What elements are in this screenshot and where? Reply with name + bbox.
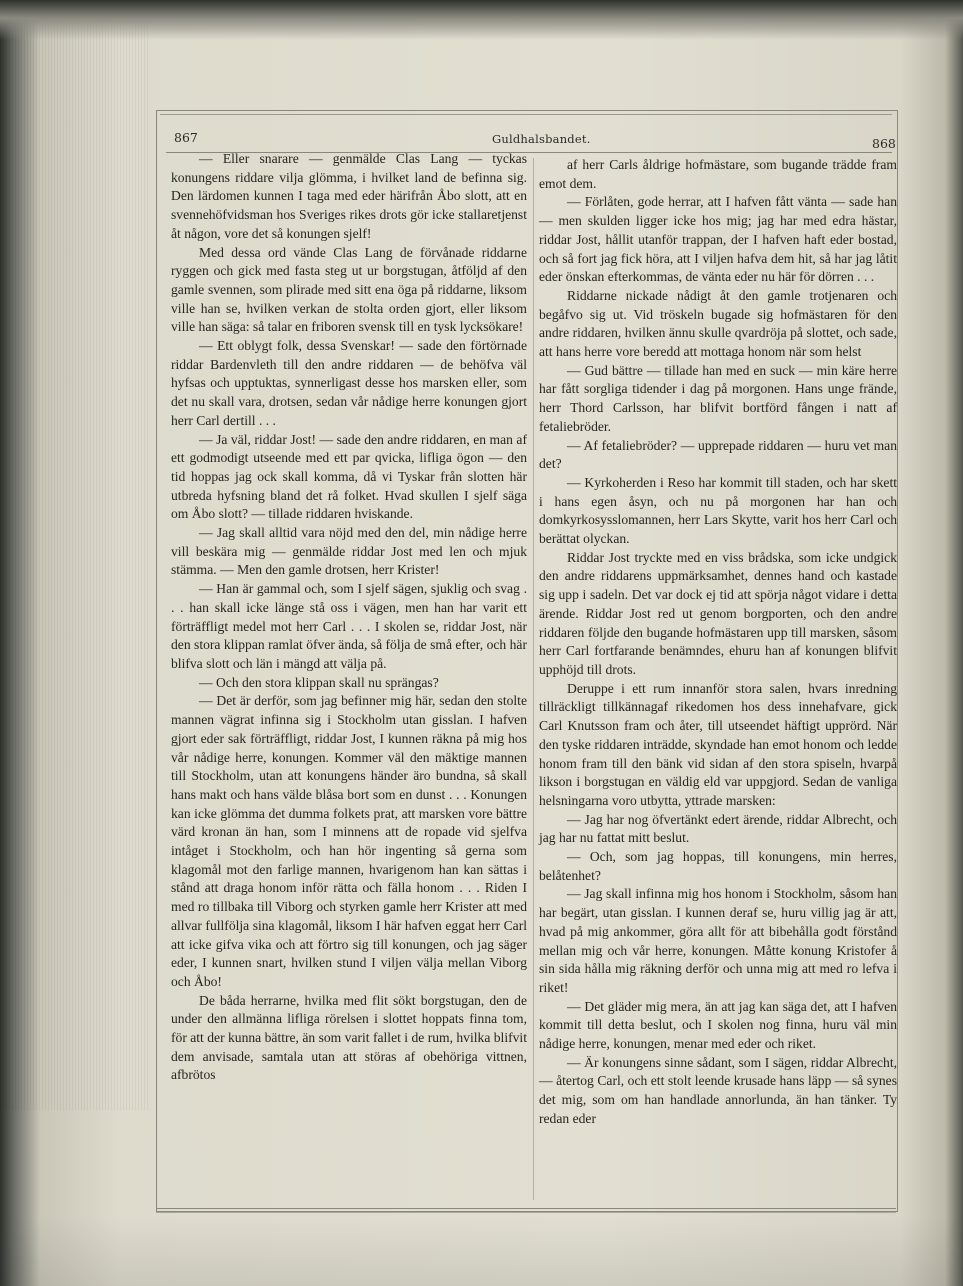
paragraph: — Jag har nog öfvertänkt edert ärende, riddar Albrecht, och jag har nu fattat mitt beslut. (539, 811, 897, 846)
paragraph: — Ja väl, riddar Jost! — sade den andre riddaren, en man af ett godmodigt utseende med ett par qvicka, lifliga ögon — den tid hoppas jag ock skall komma, då vi Tyskar från slotten här utbreda hyfsning bland det rå folket. Hvad skullen I sjelf säga om Åbo slott? — tillade riddaren hviskande. (171, 431, 527, 522)
left-page-number: 867 (174, 130, 198, 145)
paragraph: Deruppe i ett rum innanför stora salen, hvars inredning tillräckligt tillkännagaf rikedomen hos dess innehafvare, gick Carl Knutsson fram och åter, till utseendet häftigt upprörd. När den tyske riddaren inträdde, skyndade han emot honom och ledde honom fram till den bänk vid sidan af den stora spiseln, hvarpå likson i borgstugan en väldig eld var uppgjord. Sedan de vanliga helsningarna voro utbytta, yttrade marsken: (539, 680, 897, 808)
column-divider (533, 158, 534, 1200)
paragraph: — Och, som jag hoppas, till konungens, min herres, belåtenhet? (539, 849, 897, 883)
top-binding-shadow (0, 0, 963, 40)
paragraph: — Det gläder mig mera, än att jag kan säga det, att I hafven kommit till detta beslut, och I skolen nog finna, huru väl min nådige herre, konungen, menar med eder och riket. (539, 998, 897, 1052)
paragraph: — Ett oblygt folk, dessa Svenskar! — sade den förtörnade riddar Bardenvleth till den andre riddaren — de behöfva väl hyfsas och upptuktas, synnerligast desse hos marsken eller, som det nu skall vara, drotsen, sedan vår nådige herre konungen gjort herr Carl dertill . . . (171, 338, 527, 428)
paragraph: — Eller snarare — genmälde Clas Lang — tyckas konungens riddare vilja glömma, i hvilket land de befinna sig. Den lärdomen kunnen I taga med eder härifrån Åbo slott, att en svennehöfvidsman hos Sveriges rikes drots gör icke stallaretjenst åt någon, vore det så konungen sjelf! (171, 151, 527, 241)
bottom-rule (156, 1208, 896, 1213)
paragraph: — Är konungens sinne sådant, som I sägen, riddar Albrecht, — återtog Carl, och ett stolt leende krusade hans läpp — så synes det mig, som om han handlade annorlunda, än han tänker. Ty redan eder (539, 1054, 897, 1126)
paragraph: — Jag skall alltid vara nöjd med den del, min nådige herre vill beskära mig — genmälde riddar Jost med len och mjuk stämma. — Men den gamle drotsen, herr Krister! (171, 525, 527, 578)
paragraph: — Gud bättre — tillade han med en suck — min käre herre har fått sorgliga tidender i dag på morgonen. Hans unge frände, herr Thord Carlsson, har blifvit bortförd fången i natt af fetaliebröder. (539, 362, 897, 434)
paragraph: Med dessa ord vände Clas Lang de förvånade riddarne ryggen och gick med fasta steg ut ur borgstugan, åtföljd af den gamle svennen, som plirade med sitt ena öga på riddarne, liksom ville han se, hvilken verkan de stolta orden gjort, eller liksom ville han säga: så talar en friboren svensk till en tysk lycksökare! (171, 244, 527, 335)
paragraph: — Af fetaliebröder? — upprepade riddaren — huru vet man det? (539, 437, 897, 472)
right-page-number: 868 (872, 136, 896, 151)
left-column (171, 150, 527, 1085)
bottom-shade (0, 1216, 963, 1286)
right-column (539, 156, 897, 1129)
page-edge-strips (0, 10, 150, 1110)
paragraph: — Kyrkoherden i Reso har kommit till staden, och har skett i hans egen åsyn, och nu på morgonen har han och domkyrkosysslomannen, herr Lars Skytte, varit hos herr Carl och berättat olyckan. (539, 474, 897, 547)
paragraph: De båda herrarne, hvilka med flit sökt borgstugan, den de under den allmänna lifliga rörelsen i slottet hoppats finna tom, för att der kunna bättre, än som varit fallet i de rum, hvilka blifvit dem anvisade, samtala utan att störas af obehöriga vittnen, afbrötos (171, 992, 527, 1083)
paragraph: — Han är gammal och, som I sjelf sägen, sjuklig och svag . . . han skall icke länge stå oss i vägen, men han har varit ett förträffligt medel mot herr Carl . . . I skolen se, riddar Jost, när den stora klippan ramlat öfver ända, så följa de små efter, och här blifva slott och län i mängd att välja på. (171, 581, 527, 671)
paragraph: Riddar Jost tryckte med en viss brådska, som icke undgick den andre riddarens uppmärksamhet, dennes hand och kastade sig upp i sadeln. Det var dock ej tid att spörja något vidare i detta ärende. Riddar Jost red ut genom borgporten, och den andre riddaren följde den bugande hofmästaren upp till marsken, såsom herr Carl fortfarande benämndes, ehuru han af konungen blifvit upphöjd till drots. (539, 549, 897, 677)
running-title: Guldhalsbandet. (492, 132, 591, 146)
paragraph: Riddarne nickade nådigt åt den gamle trotjenaren och begåfvo sig ut. Vid tröskeln bugade sig hofmästaren för den andre riddaren, hvilken ännu skulle qvardröja på slottet, och sade, att hans herre vore beredd att mottaga honom när som helst (539, 287, 897, 360)
paragraph: af herr Carls åldrige hofmästare, som bugande trädde fram emot dem. (539, 157, 897, 191)
paragraph: — Och den stora klippan skall nu sprängas? (199, 674, 439, 690)
paragraph: — Förlåten, gode herrar, att I hafven fått vänta — sade han — men skulden ligger icke hos mig; jag har med edra hästar, riddar Jost, hållit utanför trappan, der I hafven haft eder bostad, och så fort jag fick höra, att I viljen hafva dem hit, så har jag låtit eder önskan efterkommas, de vänta eder nu här för dörren . . . (539, 194, 897, 285)
paragraph: — Jag skall infinna mig hos honom i Stockholm, såsom han har begärt, utan gisslan. I kunnen deraf se, huru villig jag är att, hvad på mig ankommer, göra allt för att bibehålla godt förstånd mellan mig och vår herre, konungen. Måtte konung Kristofer å sin sida hålla mig räkning derför och unna mig att med ro lefva i riket! (539, 886, 897, 995)
paragraph: — Det är derför, som jag befinner mig här, sedan den stolte mannen vägrat infinna sig i Stockholm utan gisslan. I hafven gjort eder sak förträffligt, riddar Jost, I kunnen räkna på mig hos vår nådige herre, konungen. Kommer väl den mäktige mannen till Stockholm, utan att konungens händer äro bundna, så skall hans makt och hans välde blåsa bort som en dunst . . . Konungen kan icke glömma det dumma folkets prat, att marsken vore bättre värd kronan än han, som I minnens att de ropade vid sjelfva intåget i Stockholm, och han hör ingenting så gerna som klagomål mot den farlige mannen, hvarigenom han kan sättas i stånd att draga honom inför rätta och fälla honom . . . Riden I med ro tillbaka till Viborg och styrken gamle herr Krister att med allvar fullfölja sina klagomål, liksom I här hafven eggat herr Carl att icke gifva vika och att förtro sig till konungen, och jag säger eder, I kunnen snart, hvilken stund I viljen välja mellan Viborg och Åbo! (171, 693, 527, 989)
